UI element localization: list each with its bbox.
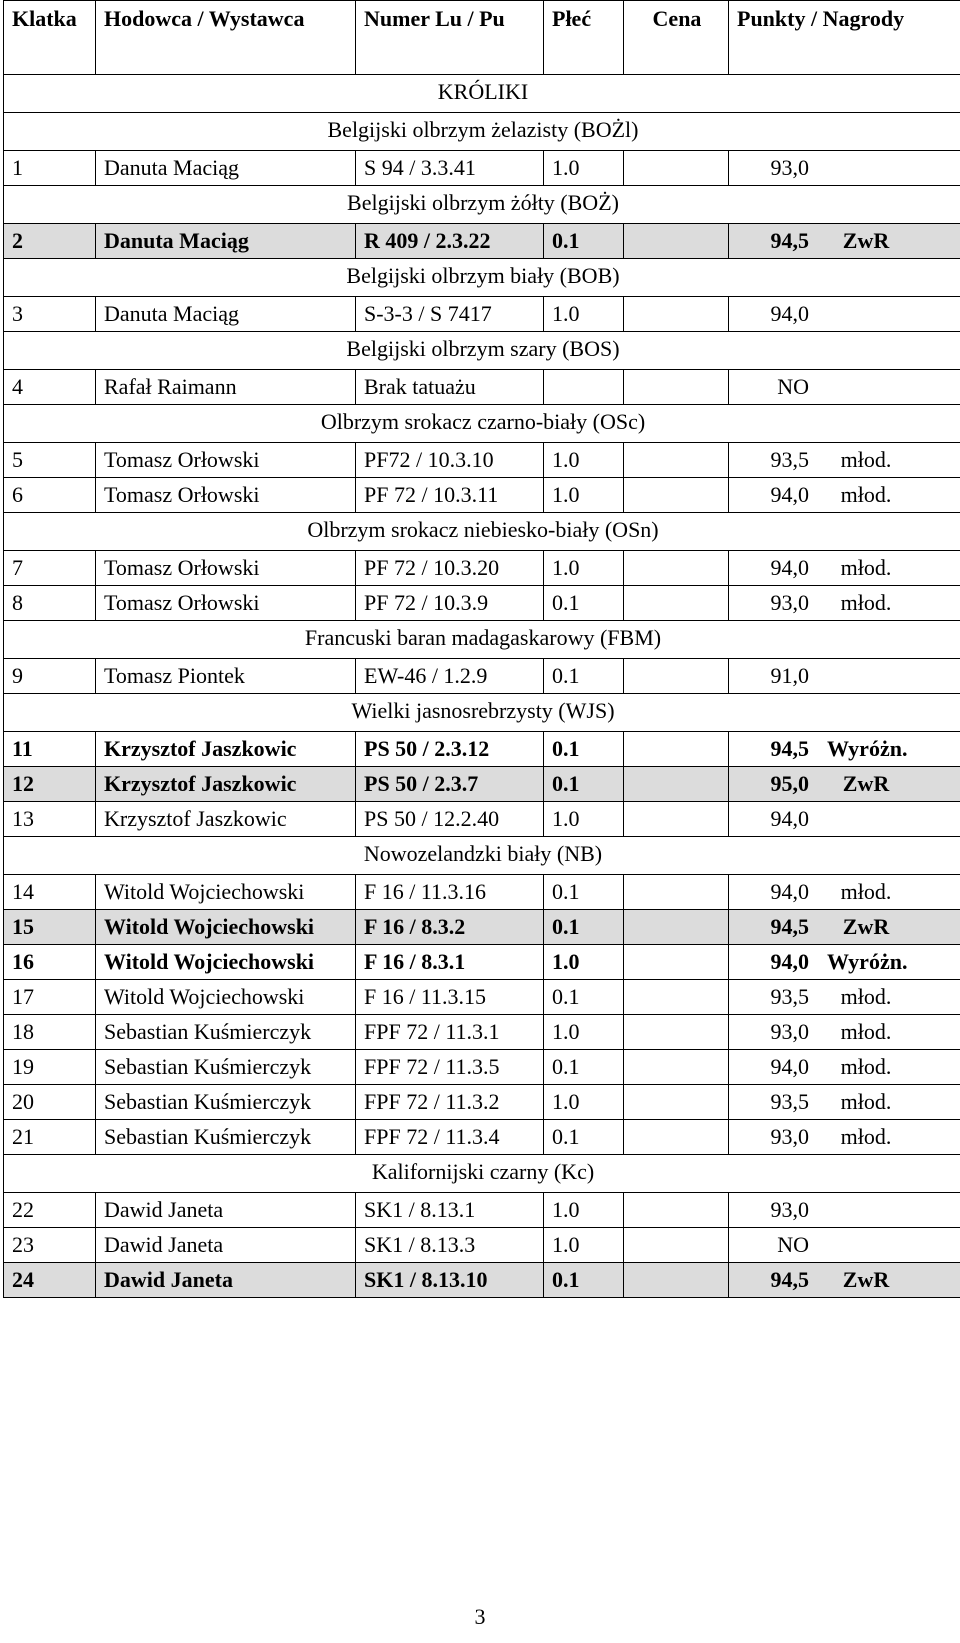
cell-breeder: Witold Wojciechowski bbox=[96, 945, 356, 980]
cell-price bbox=[624, 910, 729, 945]
category-title: Belgijski olbrzym żółty (BOŻ) bbox=[4, 186, 960, 224]
points-value: 95,0 bbox=[770, 771, 809, 796]
section-title: KRÓLIKI bbox=[4, 75, 960, 113]
category-row bbox=[4, 694, 960, 732]
points-value: 93,5 bbox=[770, 447, 809, 472]
cell-breeder: Witold Wojciechowski bbox=[96, 875, 356, 910]
cell-price bbox=[624, 945, 729, 980]
cell-breeder: Tomasz Orłowski bbox=[96, 551, 356, 586]
cell-cage: 23 bbox=[4, 1228, 96, 1263]
cell-breeder: Tomasz Orłowski bbox=[96, 478, 356, 513]
category-title: Nowozelandzki biały (NB) bbox=[4, 837, 960, 875]
category-title: Wielki jasnosrebrzysty (WJS) bbox=[4, 694, 960, 732]
cell-sex: 0.1 bbox=[544, 1263, 624, 1298]
points-value: 93,0 bbox=[770, 1019, 809, 1044]
cell-cage: 20 bbox=[4, 1085, 96, 1120]
cell-cage: 9 bbox=[4, 659, 96, 694]
category-row bbox=[4, 405, 960, 443]
points-value: 94,0 bbox=[770, 806, 809, 831]
cell-cage: 15 bbox=[4, 910, 96, 945]
cell-cage: 12 bbox=[4, 767, 96, 802]
cell-breeder: Sebastian Kuśmierczyk bbox=[96, 1050, 356, 1085]
points-value: 94,0 bbox=[770, 879, 809, 904]
category-row bbox=[4, 113, 960, 151]
table-row bbox=[4, 370, 960, 405]
cell-points-awards bbox=[729, 443, 960, 478]
table-row bbox=[4, 151, 960, 186]
cell-number: FPF 72 / 11.3.2 bbox=[356, 1085, 544, 1120]
table-row bbox=[4, 1050, 960, 1085]
cell-cage: 13 bbox=[4, 802, 96, 837]
cell-breeder: Rafał Raimann bbox=[96, 370, 356, 405]
cell-points-awards bbox=[729, 586, 960, 621]
cell-cage: 6 bbox=[4, 478, 96, 513]
cell-sex: 1.0 bbox=[544, 1228, 624, 1263]
award-value: ZwR bbox=[842, 228, 890, 253]
category-title: Belgijski olbrzym szary (BOS) bbox=[4, 332, 960, 370]
cell-points-awards bbox=[729, 875, 960, 910]
cell-number: FPF 72 / 11.3.4 bbox=[356, 1120, 544, 1155]
cell-cage: 11 bbox=[4, 732, 96, 767]
cell-price bbox=[624, 586, 729, 621]
award-value: ZwR bbox=[842, 771, 890, 796]
cell-points-awards bbox=[729, 1193, 960, 1228]
table-row bbox=[4, 767, 960, 802]
cell-points-awards bbox=[729, 1120, 960, 1155]
cell-sex: 0.1 bbox=[544, 980, 624, 1015]
cell-price bbox=[624, 1085, 729, 1120]
category-title: Olbrzym srokacz czarno-biały (OSc) bbox=[4, 405, 960, 443]
cell-breeder: Dawid Janeta bbox=[96, 1263, 356, 1298]
points-value: NO bbox=[777, 374, 809, 399]
category-row bbox=[4, 621, 960, 659]
cell-sex: 1.0 bbox=[544, 478, 624, 513]
cell-cage: 21 bbox=[4, 1120, 96, 1155]
cell-price bbox=[624, 1193, 729, 1228]
points-value: 94,5 bbox=[770, 1267, 809, 1292]
cell-sex: 1.0 bbox=[544, 1085, 624, 1120]
header-points: Punkty / Nagrody bbox=[729, 1, 960, 75]
cell-sex: 1.0 bbox=[544, 551, 624, 586]
points-value: 93,0 bbox=[770, 590, 809, 615]
cell-points-awards bbox=[729, 151, 960, 186]
table-row bbox=[4, 659, 960, 694]
award-value: młod. bbox=[840, 984, 892, 1009]
category-row bbox=[4, 332, 960, 370]
cell-cage: 19 bbox=[4, 1050, 96, 1085]
points-value: 94,5 bbox=[770, 228, 809, 253]
cell-breeder: Witold Wojciechowski bbox=[96, 910, 356, 945]
cell-price bbox=[624, 1050, 729, 1085]
award-value: młod. bbox=[840, 590, 892, 615]
category-row bbox=[4, 513, 960, 551]
category-row bbox=[4, 837, 960, 875]
page-number: 3 bbox=[474, 1604, 486, 1629]
cell-price bbox=[624, 1263, 729, 1298]
table-row bbox=[4, 443, 960, 478]
cell-number: SK1 / 8.13.3 bbox=[356, 1228, 544, 1263]
points-value: 91,0 bbox=[770, 663, 809, 688]
cell-breeder: Witold Wojciechowski bbox=[96, 980, 356, 1015]
cell-price bbox=[624, 802, 729, 837]
cell-number: PF 72 / 10.3.11 bbox=[356, 478, 544, 513]
cell-cage: 7 bbox=[4, 551, 96, 586]
cell-points-awards bbox=[729, 910, 960, 945]
cell-points-awards bbox=[729, 732, 960, 767]
cell-number: FPF 72 / 11.3.5 bbox=[356, 1050, 544, 1085]
cell-breeder: Dawid Janeta bbox=[96, 1228, 356, 1263]
cell-breeder: Sebastian Kuśmierczyk bbox=[96, 1120, 356, 1155]
cell-price bbox=[624, 659, 729, 694]
cell-cage: 1 bbox=[4, 151, 96, 186]
cell-cage: 2 bbox=[4, 224, 96, 259]
cell-breeder: Danuta Maciąg bbox=[96, 151, 356, 186]
table-row bbox=[4, 297, 960, 332]
cell-sex: 0.1 bbox=[544, 586, 624, 621]
points-value: NO bbox=[777, 1232, 809, 1257]
cell-price bbox=[624, 551, 729, 586]
cell-points-awards bbox=[729, 224, 960, 259]
section-row bbox=[4, 75, 960, 113]
cell-sex: 1.0 bbox=[544, 297, 624, 332]
cell-points-awards bbox=[729, 802, 960, 837]
points-value: 94,0 bbox=[770, 555, 809, 580]
cell-points-awards bbox=[729, 1085, 960, 1120]
award-value: młod. bbox=[840, 447, 892, 472]
cell-points-awards bbox=[729, 551, 960, 586]
category-title: Kalifornijski czarny (Kc) bbox=[4, 1155, 960, 1193]
cell-cage: 5 bbox=[4, 443, 96, 478]
cell-cage: 17 bbox=[4, 980, 96, 1015]
cell-sex: 0.1 bbox=[544, 1120, 624, 1155]
table-row bbox=[4, 980, 960, 1015]
points-value: 93,0 bbox=[770, 155, 809, 180]
points-value: 93,5 bbox=[770, 984, 809, 1009]
table-row bbox=[4, 1120, 960, 1155]
cell-breeder: Krzysztof Jaszkowic bbox=[96, 732, 356, 767]
cell-number: SK1 / 8.13.1 bbox=[356, 1193, 544, 1228]
table-row bbox=[4, 224, 960, 259]
cell-number: PS 50 / 2.3.12 bbox=[356, 732, 544, 767]
cell-cage: 22 bbox=[4, 1193, 96, 1228]
table-row bbox=[4, 732, 960, 767]
category-title: Belgijski olbrzym biały (BOB) bbox=[4, 259, 960, 297]
table-row bbox=[4, 875, 960, 910]
cell-sex: 1.0 bbox=[544, 1193, 624, 1228]
table-row bbox=[4, 1193, 960, 1228]
cell-points-awards bbox=[729, 945, 960, 980]
table-row bbox=[4, 1228, 960, 1263]
cell-sex: 1.0 bbox=[544, 1015, 624, 1050]
cell-points-awards bbox=[729, 1050, 960, 1085]
category-title: Francuski baran madagaskarowy (FBM) bbox=[4, 621, 960, 659]
cell-points-awards bbox=[729, 1015, 960, 1050]
award-value: ZwR bbox=[842, 914, 890, 939]
table-row bbox=[4, 945, 960, 980]
table-row bbox=[4, 1263, 960, 1298]
cell-number: R 409 / 2.3.22 bbox=[356, 224, 544, 259]
cell-number: Brak tatuażu bbox=[356, 370, 544, 405]
cell-sex bbox=[544, 370, 624, 405]
cell-breeder: Tomasz Piontek bbox=[96, 659, 356, 694]
cell-number: PF 72 / 10.3.20 bbox=[356, 551, 544, 586]
points-value: 93,0 bbox=[770, 1124, 809, 1149]
table-row bbox=[4, 910, 960, 945]
cell-points-awards bbox=[729, 370, 960, 405]
cell-sex: 1.0 bbox=[544, 945, 624, 980]
cell-breeder: Danuta Maciąg bbox=[96, 224, 356, 259]
cell-price bbox=[624, 732, 729, 767]
points-value: 93,5 bbox=[770, 1089, 809, 1114]
table-row bbox=[4, 551, 960, 586]
cell-number: SK1 / 8.13.10 bbox=[356, 1263, 544, 1298]
cell-number: F 16 / 8.3.2 bbox=[356, 910, 544, 945]
category-row bbox=[4, 1155, 960, 1193]
cell-cage: 8 bbox=[4, 586, 96, 621]
cell-breeder: Sebastian Kuśmierczyk bbox=[96, 1015, 356, 1050]
cell-price bbox=[624, 980, 729, 1015]
cell-number: PF 72 / 10.3.9 bbox=[356, 586, 544, 621]
cell-price bbox=[624, 297, 729, 332]
cell-price bbox=[624, 224, 729, 259]
cell-sex: 0.1 bbox=[544, 659, 624, 694]
cell-cage: 24 bbox=[4, 1263, 96, 1298]
cell-price bbox=[624, 443, 729, 478]
cell-sex: 0.1 bbox=[544, 224, 624, 259]
header-breeder: Hodowca / Wystawca bbox=[96, 1, 356, 75]
header-price: Cena bbox=[624, 1, 729, 75]
award-value: młod. bbox=[840, 1089, 892, 1114]
cell-breeder: Tomasz Orłowski bbox=[96, 443, 356, 478]
points-value: 94,5 bbox=[770, 914, 809, 939]
cell-number: F 16 / 11.3.16 bbox=[356, 875, 544, 910]
cell-price bbox=[624, 1228, 729, 1263]
award-value: młod. bbox=[840, 879, 892, 904]
cell-price bbox=[624, 1015, 729, 1050]
cell-price bbox=[624, 767, 729, 802]
points-value: 94,5 bbox=[770, 736, 809, 761]
cell-points-awards bbox=[729, 980, 960, 1015]
cell-sex: 1.0 bbox=[544, 802, 624, 837]
header-sex: Płeć bbox=[544, 1, 624, 75]
header-cage: Klatka bbox=[4, 1, 96, 75]
table-body bbox=[4, 75, 960, 1298]
cell-sex: 0.1 bbox=[544, 1050, 624, 1085]
award-value: Wyróżn. bbox=[827, 949, 908, 974]
points-value: 94,0 bbox=[770, 1054, 809, 1079]
table-row bbox=[4, 1085, 960, 1120]
cell-number: FPF 72 / 11.3.1 bbox=[356, 1015, 544, 1050]
cell-breeder: Dawid Janeta bbox=[96, 1193, 356, 1228]
results-table bbox=[3, 0, 960, 1298]
category-title: Belgijski olbrzym żelazisty (BOŻl) bbox=[4, 113, 960, 151]
table-row bbox=[4, 478, 960, 513]
cell-number: PS 50 / 2.3.7 bbox=[356, 767, 544, 802]
cell-cage: 16 bbox=[4, 945, 96, 980]
award-value: młod. bbox=[840, 1019, 892, 1044]
award-value: młod. bbox=[840, 482, 892, 507]
cell-sex: 1.0 bbox=[544, 443, 624, 478]
cell-points-awards bbox=[729, 478, 960, 513]
cell-number: PS 50 / 12.2.40 bbox=[356, 802, 544, 837]
table-row bbox=[4, 586, 960, 621]
cell-price bbox=[624, 370, 729, 405]
points-value: 94,0 bbox=[770, 301, 809, 326]
cell-number: S 94 / 3.3.41 bbox=[356, 151, 544, 186]
table-row bbox=[4, 802, 960, 837]
cell-sex: 0.1 bbox=[544, 875, 624, 910]
cell-price bbox=[624, 875, 729, 910]
award-value: młod. bbox=[840, 555, 892, 580]
cell-breeder: Krzysztof Jaszkowic bbox=[96, 767, 356, 802]
cell-breeder: Sebastian Kuśmierczyk bbox=[96, 1085, 356, 1120]
award-value: ZwR bbox=[842, 1267, 890, 1292]
cell-points-awards bbox=[729, 1228, 960, 1263]
cell-price bbox=[624, 478, 729, 513]
award-value: młod. bbox=[840, 1054, 892, 1079]
cell-price bbox=[624, 151, 729, 186]
award-value: młod. bbox=[840, 1124, 892, 1149]
category-row bbox=[4, 259, 960, 297]
cell-sex: 1.0 bbox=[544, 151, 624, 186]
table-row bbox=[4, 1015, 960, 1050]
cell-cage: 14 bbox=[4, 875, 96, 910]
cell-points-awards bbox=[729, 767, 960, 802]
cell-number: F 16 / 8.3.1 bbox=[356, 945, 544, 980]
cell-cage: 18 bbox=[4, 1015, 96, 1050]
cell-breeder: Danuta Maciąg bbox=[96, 297, 356, 332]
cell-points-awards bbox=[729, 659, 960, 694]
header-number: Numer Lu / Pu bbox=[356, 1, 544, 75]
cell-points-awards bbox=[729, 1263, 960, 1298]
cell-sex: 0.1 bbox=[544, 910, 624, 945]
cell-sex: 0.1 bbox=[544, 767, 624, 802]
table-header-row bbox=[4, 1, 960, 75]
points-value: 94,0 bbox=[770, 482, 809, 507]
cell-breeder: Tomasz Orłowski bbox=[96, 586, 356, 621]
points-value: 93,0 bbox=[770, 1197, 809, 1222]
cell-number: EW-46 / 1.2.9 bbox=[356, 659, 544, 694]
category-row bbox=[4, 186, 960, 224]
cell-sex: 0.1 bbox=[544, 732, 624, 767]
award-value: Wyróżn. bbox=[827, 736, 908, 761]
cell-cage: 4 bbox=[4, 370, 96, 405]
cell-number: PF72 / 10.3.10 bbox=[356, 443, 544, 478]
cell-points-awards bbox=[729, 297, 960, 332]
cell-number: S-3-3 / S 7417 bbox=[356, 297, 544, 332]
cell-price bbox=[624, 1120, 729, 1155]
cell-number: F 16 / 11.3.15 bbox=[356, 980, 544, 1015]
points-value: 94,0 bbox=[770, 949, 809, 974]
category-title: Olbrzym srokacz niebiesko-biały (OSn) bbox=[4, 513, 960, 551]
cell-breeder: Krzysztof Jaszkowic bbox=[96, 802, 356, 837]
cell-cage: 3 bbox=[4, 297, 96, 332]
